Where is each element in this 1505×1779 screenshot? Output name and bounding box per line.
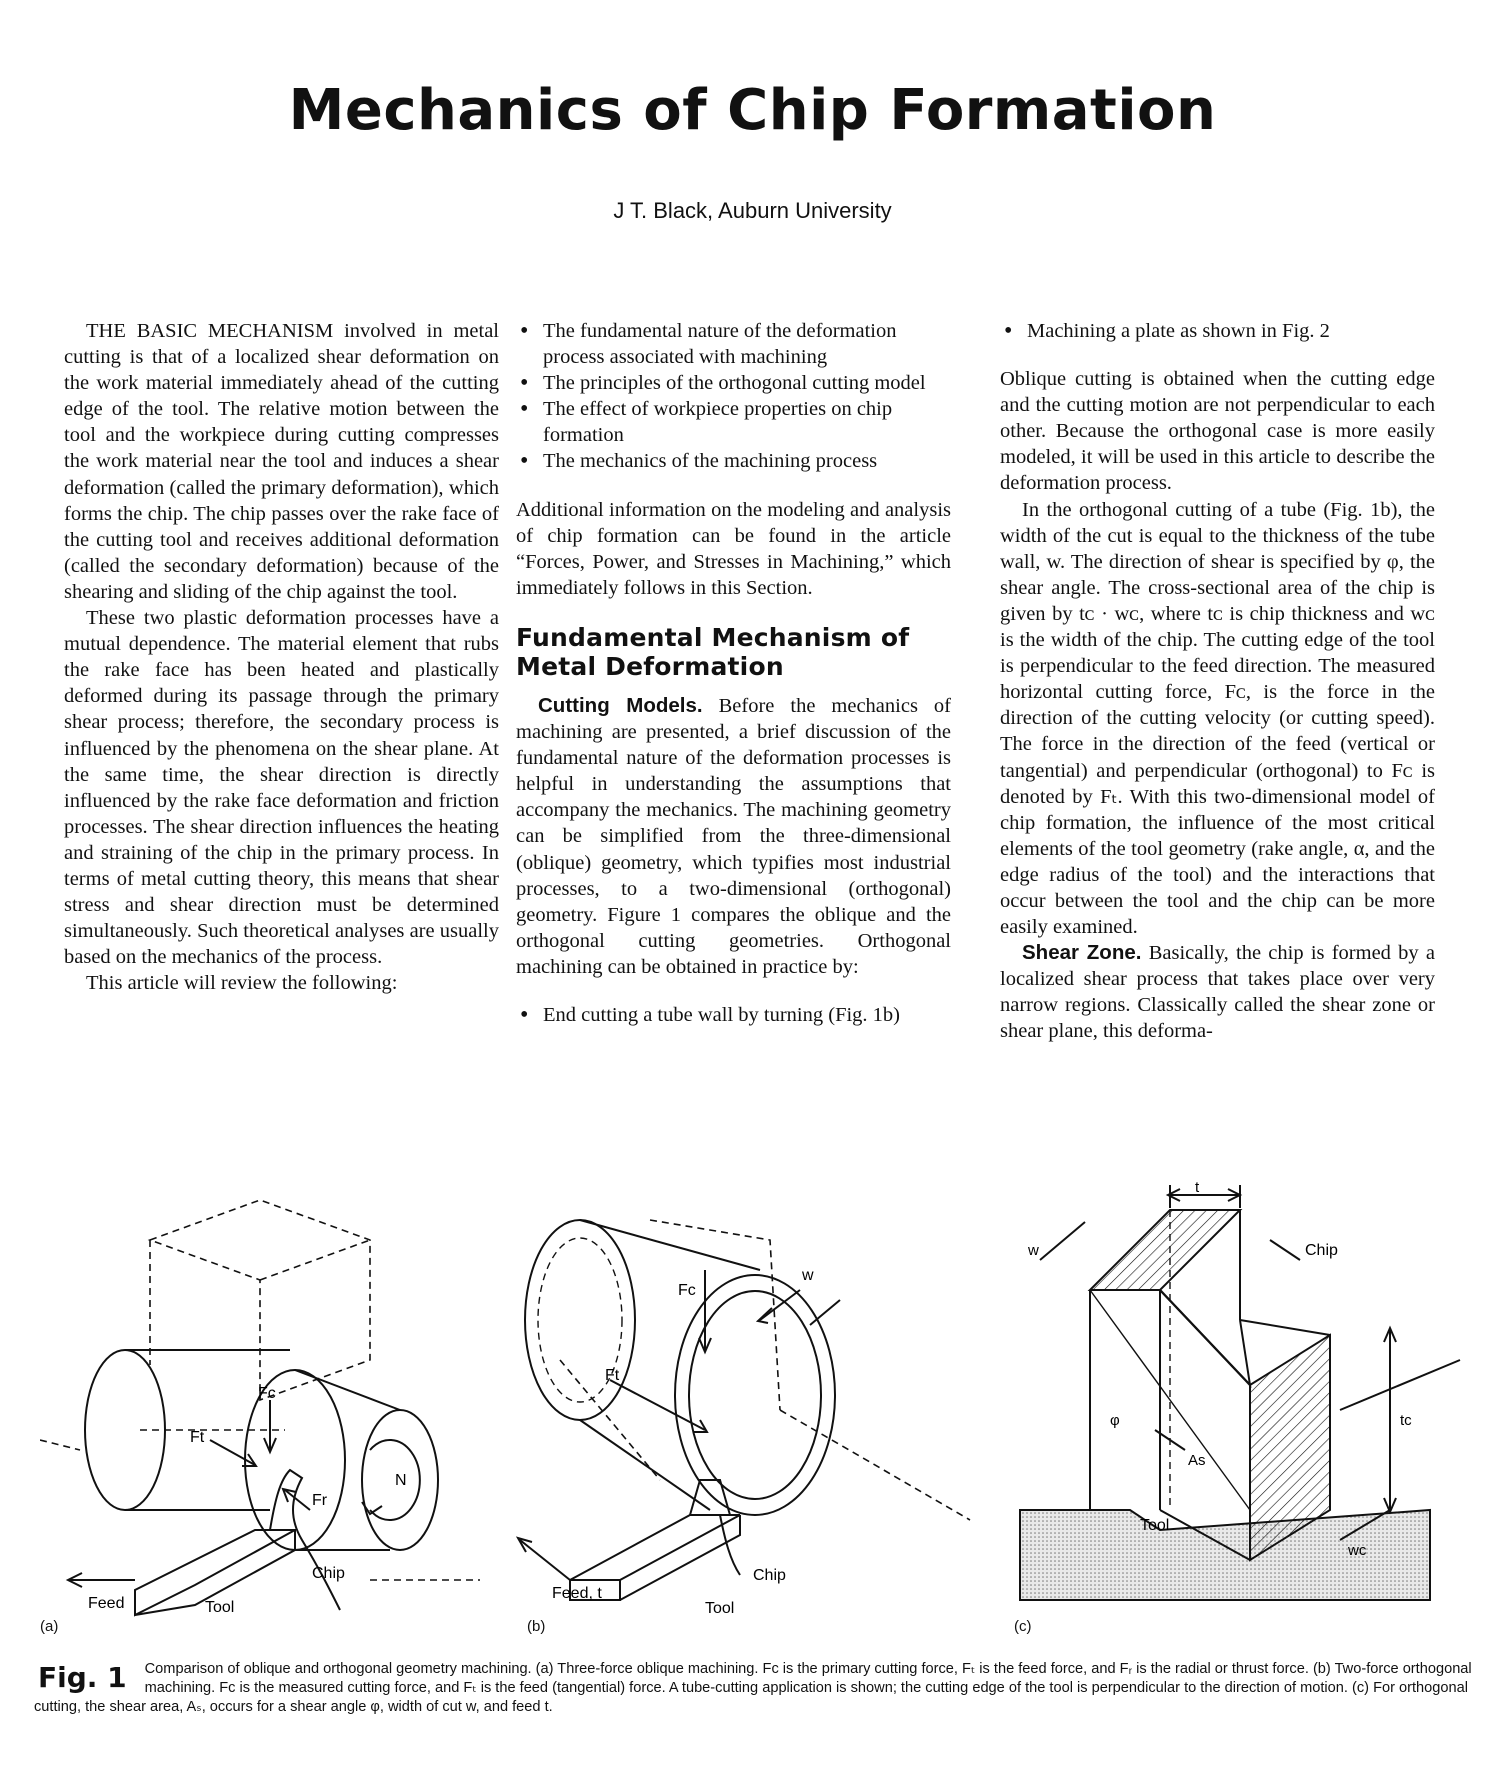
figure-caption xyxy=(34,1660,1474,1717)
paragraph: Additional information on the modeling and analysis of chip formation can be found in the article “Forces, Power, and Stresses in Machining,” which immediately follows in this Section. xyxy=(516,498,951,599)
wc-label: wc xyxy=(1348,1542,1367,1559)
orthogonal-shear-diagram xyxy=(1010,1180,1480,1620)
list-item: • The principles of the orthogonal cutting model xyxy=(516,370,951,396)
phi-label: φ xyxy=(1110,1412,1120,1429)
panel-b-label: (b) xyxy=(527,1618,546,1635)
column-2 xyxy=(516,318,951,1028)
list-item: • The mechanics of the machining process xyxy=(516,448,951,474)
t-label: t xyxy=(1195,1180,1200,1196)
fc-label: Fc xyxy=(678,1282,696,1299)
fc-label: Fc xyxy=(258,1385,276,1402)
feed-label: Feed, t xyxy=(552,1585,602,1602)
w-label: w xyxy=(802,1267,814,1284)
paragraph xyxy=(1000,940,1435,1044)
tool-label: Tool xyxy=(1140,1517,1170,1534)
caption-text: Comparison of oblique and orthogonal geometry machining. (a) Three-force oblique machining. Fᴄ is the primary cutting force, Fₜ is the feed force, and Fᵣ is the radial or thrust force. (b) Two-force orthogonal machining. Fᴄ is the measured cutting force, and Fₜ is the feed (tangential) force. A tube-cutting application is shown; the cutting edge of the tool is perpendicular to the direction of motion. (c) For orthogonal cutting, the shear area, Aₛ, occurs for a shear angle φ, width of cut w, and feed t. xyxy=(34,1661,1472,1715)
panel-a-label: (a) xyxy=(40,1618,59,1635)
figure-number: Fig. 1 xyxy=(38,1661,127,1694)
tool-label: Tool xyxy=(205,1599,235,1616)
fr-label: Fr xyxy=(312,1492,328,1509)
paragraph-text: Before the mechanics of machining are presented, a brief discussion of the fundamental nature of the deformation processes is helpful in understanding the assumptions that accompany the mechanics. The machining geometry can be simplified from the three-dimensional (oblique) geometry, which typifies most industrial processes, to a two-dimensional (orthogonal) geometry. Figure 1 compares the oblique and the orthogonal cutting geometries. Orthogonal machining can be obtained in practice by: xyxy=(516,694,951,978)
list-item: • The fundamental nature of the deformation process associated with machining xyxy=(516,318,951,370)
ft-label: Ft xyxy=(190,1429,205,1446)
shear-area-label: As xyxy=(1188,1452,1206,1469)
panel-c-label: (c) xyxy=(1014,1618,1032,1635)
paragraph: Oblique cutting is obtained when the cutting edge and the cutting motion are not perpendicular to each other. Because the orthogonal case is more easily modeled, it will be used in this article to describe the deformation process. xyxy=(1000,368,1435,495)
run-in-heading: Cutting Models. xyxy=(538,693,703,717)
orthogonal-list-cont xyxy=(1000,318,1435,344)
oblique-machining-diagram xyxy=(40,1180,490,1620)
tool-label: Tool xyxy=(705,1600,735,1617)
list-item: • End cutting a tube wall by turning (Fig. 1b) xyxy=(516,1002,951,1028)
column-3 xyxy=(1000,318,1435,1045)
review-list xyxy=(516,318,951,475)
paragraph xyxy=(516,693,951,980)
feed-label: Feed xyxy=(88,1595,125,1612)
chip-label: Chip xyxy=(1305,1242,1338,1259)
paragraph: These two plastic deformation processes have a mutual dependence. The material element that rubs the rake face has been heated and plastically deformed during its passage through the primary shear process; therefore, the secondary process is influenced by the phenomena on the shear plane. At the same time, the shear direction is directly influenced by the rake face deformation and friction processes. The shear direction influences the heating and straining of the chip in the primary process. In terms of metal cutting theory, this means that shear stress and shear direction must be determined simultaneously. Such theoretical analyses are usually based on the mechanics of the process. xyxy=(64,607,499,969)
article-title: Mechanics of Chip Formation xyxy=(288,78,1217,143)
list-item: • The effect of workpiece properties on chip formation xyxy=(516,396,951,448)
orthogonal-tube-diagram xyxy=(510,1180,980,1620)
orthogonal-list xyxy=(516,1002,951,1028)
section-heading: Fundamental Mechanism of Metal Deformation xyxy=(516,622,910,681)
paragraph: In the orthogonal cutting of a tube (Fig. 1b), the width of the cut is equal to the thickness of the tube wall, w. The direction of shear is specified by φ, the shear angle. The cross-sectional area of the chip is given by tᴄ · wᴄ, where tᴄ is chip thickness and wᴄ is the width of the chip. The cutting edge of the tool is perpendicular to the feed direction. The measured horizontal cutting force, Fᴄ, is the force in the direction of the cutting velocity (or cutting speed). The force in the direction of the feed (vertical or tangential) and perpendicular (orthogonal) to Fᴄ is denoted by Fₜ. With this two-dimensional model of chip formation, the influence of the most critical elements of the tool geometry (rake angle, α, and the edge radius of the tool) and the interactions that occur between the tool and the chip can be more easily examined. xyxy=(1000,498,1435,939)
chip-label: Chip xyxy=(753,1567,786,1584)
tc-label: tc xyxy=(1400,1412,1412,1429)
w-label: w xyxy=(1028,1242,1039,1259)
n-label: N xyxy=(395,1472,407,1489)
ft-label: Ft xyxy=(605,1367,620,1384)
author-line: J T. Black, Auburn University xyxy=(613,198,892,223)
paragraph-text: Basically, the chip is formed by a localized shear process that takes place over very narrow regions. Classically called the shear zone or shear plane, this deforma- xyxy=(1000,942,1435,1043)
paragraph: THE BASIC MECHANISM involved in metal cutting is that of a localized shear deformation on the work material immediately ahead of the cutting edge of the tool. The relative motion between the tool and the workpiece during cutting compresses the work material near the tool and induces a shear deformation (called the primary deformation), which forms the chip. The chip passes over the rake face of the cutting tool and receives additional deformation (called the secondary deformation) because of the shearing and sliding of the chip against the tool. xyxy=(64,320,499,603)
column-1 xyxy=(64,318,499,996)
chip-label: Chip xyxy=(312,1565,345,1582)
run-in-heading: Shear Zone. xyxy=(1022,941,1142,965)
list-item: • Machining a plate as shown in Fig. 2 xyxy=(1000,318,1435,344)
paragraph: This article will review the following: xyxy=(86,972,398,995)
